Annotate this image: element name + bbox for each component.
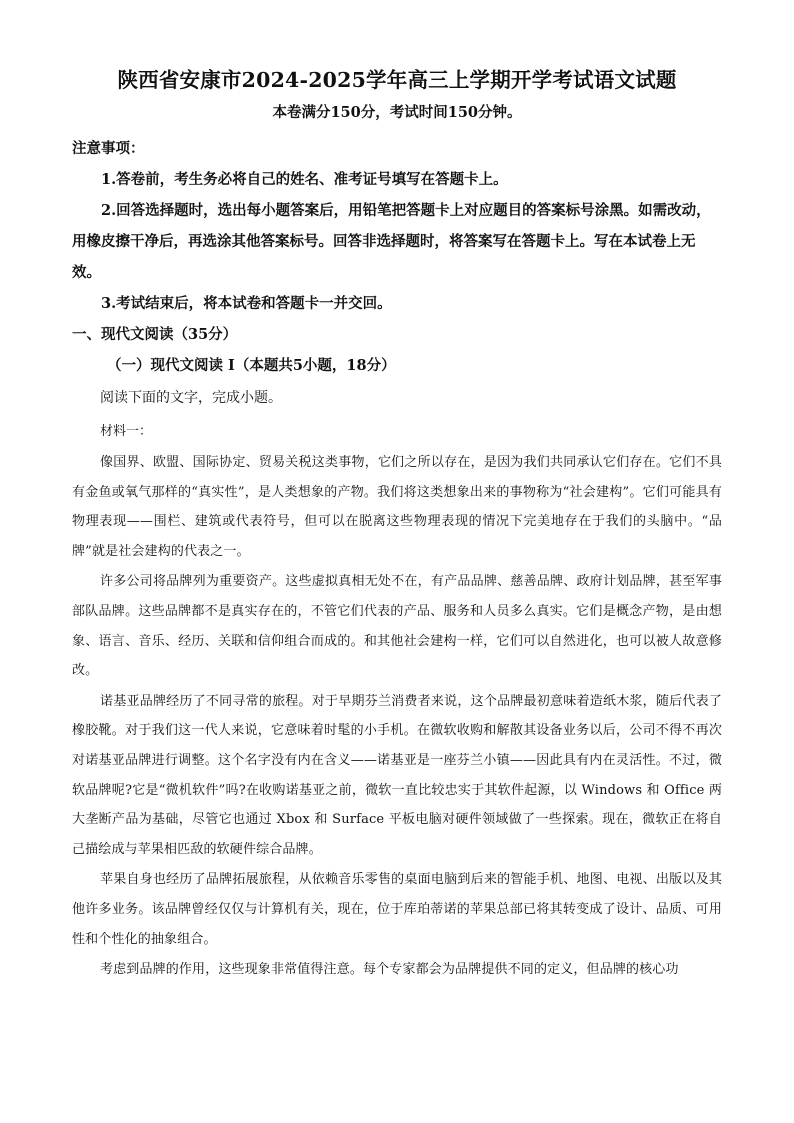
section-heading: 一、现代文阅读（35分）	[72, 326, 238, 343]
material-label: 材料一：	[100, 424, 153, 439]
material-paragraph: 许多公司将品牌列为重要资产。这些虚拟真相无处不在，有产品品牌、慈善品牌、政府计划品牌，甚至军事部队品牌。这些品牌都不是真实存在的，不管它们代表的产品、服务和人员多么真实。它们是概念产物，是由想象、语言、音乐、经历、关联和信仰组合而成的。和其他社会建构一样，它们可以自然进化，也可以被人故意修改。	[72, 574, 722, 679]
reading-instruction: 阅读下面的文字，完成小题。	[100, 390, 282, 406]
exam-info: 本卷满分150分，考试时间150分钟。	[272, 104, 522, 121]
notice-item-3: 3.考试结束后，将本试卷和答题卡一并交回。	[101, 295, 392, 312]
notice-item-2: 2.回答选择题时，选出每小题答案后，用铅笔把答题卡上对应题目的答案标号涂黑。如需改动，用橡皮擦干净后，再选涂其他答案标号。回答非选择题时，将答案写在答题卡上。写在本试卷上无效。	[72, 202, 711, 281]
material-paragraph: 苹果自身也经历了品牌拓展旅程，从依赖音乐零售的桌面电脑到后来的智能手机、地图、电视、出版以及其他许多业务。该品牌曾经仅仅与计算机有关，现在，位于库珀蒂诺的苹果总部已将其转变成了设计、品质、可用性和个性化的抽象组合。	[72, 872, 722, 947]
section-subheading: （一）现代文阅读 I（本题共5小题，18分）	[107, 357, 396, 374]
notice-label: 注意事项：	[72, 140, 145, 157]
material-paragraph: 像国界、欧盟、国际协定、贸易关税这类事物，它们之所以存在，是因为我们共同承认它们存在。它们不具有金鱼或氧气那样的“真实性”，是人类想象的产物。我们将这类想象出来的事物称为“社会建构”。它们可能具有物理表现——围栏、建筑或代表符号，但可以在脱离这些物理表现的情况下完美地存在于我们的头脑中。“品牌”就是社会建构的代表之一。	[72, 455, 722, 559]
material-paragraph: 考虑到品牌的作用，这些现象非常值得注意。每个专家都会为品牌提供不同的定义，但品牌的核心功	[100, 962, 679, 978]
page-title: 陕西省安康市2024-2025学年高三上学期开学考试语文试题	[117, 68, 677, 92]
notice-item-1: 1.答卷前，考生务必将自己的姓名、准考证号填写在答题卡上。	[101, 171, 508, 188]
material-paragraph: 诺基亚品牌经历了不同寻常的旅程。对于早期芬兰消费者来说，这个品牌最初意味着造纸木浆，随后代表了橡胶靴。对于我们这一代人来说，它意味着时髦的小手机。在微软收购和解散其设备业务以后，公司不得不再次对诺基亚品牌进行调整。这个名字没有内在含义——诺基亚是一座芬兰小镇——因此具有内在灵活性。不过，微软品牌呢?它是“微机软件”吗?在收购诺基亚之前，微软一直比较忠实于其软件起源，以 Windows 和 Office 两大垄断产品为基础，尽管它也通过 Xbox 和 Surface 平板电脑对硬件领域做了一些探索。现在，微软正在将自己描绘成与苹果相匹敌的软硬件综合品牌。	[72, 693, 722, 857]
